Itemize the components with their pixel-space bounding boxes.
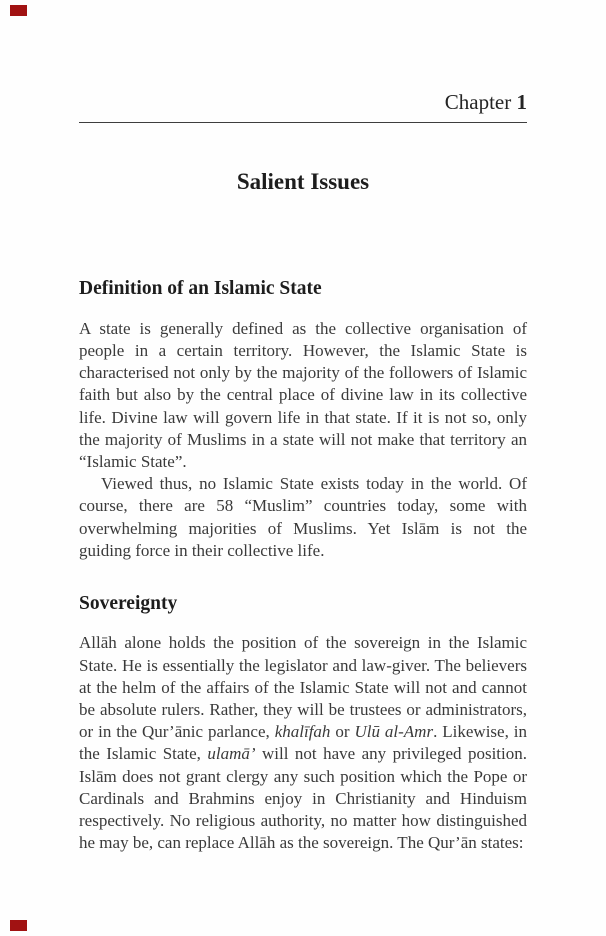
page-header — [79, 0, 527, 123]
paragraph: Viewed thus, no Islamic State exists today in the world. Of course, there are 58 “Muslim” countries today, some with overwhelming majorities of Muslims. Yet Islām is not the guiding force in their collective life. — [79, 474, 527, 560]
scan-artifact-bottom-left — [10, 920, 27, 931]
section-heading-definition: Definition of an Islamic State — [79, 278, 322, 300]
paragraph: A state is generally defined as the collective organisation of people in a certain territory. However, the Islamic State is characterised not only by the majority of the followers of Islamic faith but also by the central place of divine law in its collective life. Divine law will govern life in that state. If it is not so, only the majority of Muslims in a state will not make that territory an “Islamic State”. — [79, 318, 527, 472]
scan-artifact-top-left — [10, 5, 27, 16]
paragraph: Allāh alone holds the position of the sovereign in the Islamic State. He is essentially the legislator and law-giver. The believers at the helm of the affairs of the Islamic State will not and cannot be absolute rulers. Rather, they will be trustees or administrators, or in the Qur’ānic parlance, khalīfah or Ulū al-Amr. Likewise, in the Islamic State, ulamā’ will not have any privileged position. Islām does not grant clergy any such position which the Pope or Cardinals and Brahmins enjoy in Christianity and Hinduism respectively. No religious authority, no matter how distinguished he may be, can replace Allāh as the sovereign. The Qur’ān states: — [79, 633, 527, 853]
section-sovereignty — [79, 592, 527, 854]
chapter-label — [79, 0, 527, 113]
chapter-word: Chapter — [444, 90, 512, 114]
chapter-number: 1 — [516, 90, 527, 114]
header-rule — [79, 122, 527, 123]
section-heading-sovereignty: Sovereignty — [79, 593, 178, 615]
chapter-title: Salient Issues — [236, 169, 370, 194]
section-definition — [79, 277, 527, 562]
